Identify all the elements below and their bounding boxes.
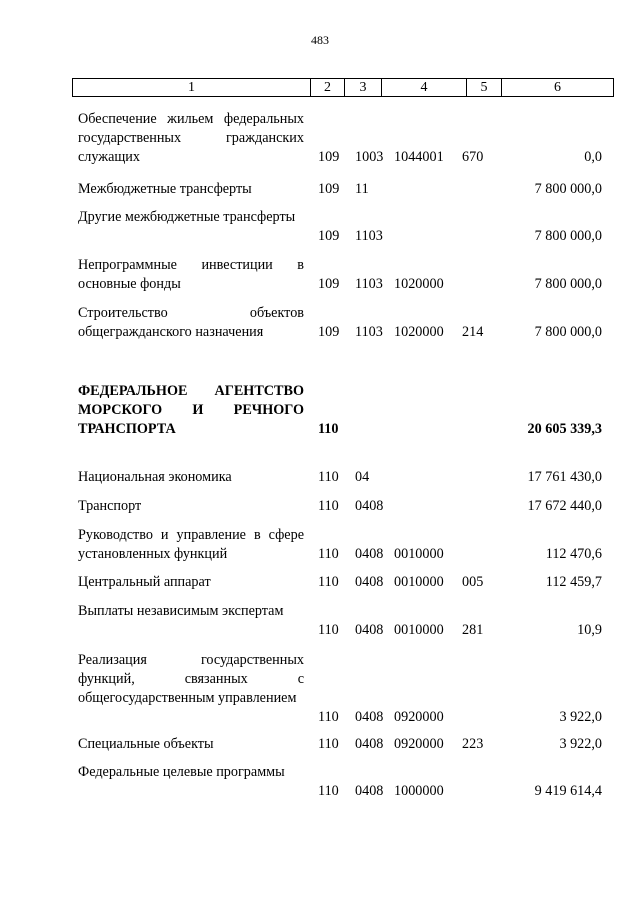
row-c2-value: 110	[318, 783, 339, 799]
row-c6-value: 0,0	[584, 149, 602, 165]
row-name: Обеспечение жильем федеральных государственных гражданских служащих	[78, 111, 304, 165]
row-c4-value: 0920000	[394, 736, 444, 752]
row-name: Специальные объекты	[78, 736, 214, 752]
row-c3-value: 0408	[355, 546, 384, 562]
row-name: Строительство объектов общегражданского назначения	[78, 305, 304, 340]
row-c2-value: 110	[318, 498, 339, 514]
row-c3-value: 1103	[355, 324, 383, 340]
row-c3-value: 04	[355, 469, 370, 485]
row-c6-value: 10,9	[577, 622, 602, 638]
row-c6-value: 20 605 339,3	[527, 421, 602, 437]
row-c3-value: 0408	[355, 574, 384, 590]
row-c6-value: 7 800 000,0	[534, 324, 602, 340]
row-c2-value: 110	[318, 546, 339, 562]
row-c4-value: 1000000	[394, 783, 444, 799]
row-name: Другие межбюджетные трансферты	[78, 209, 296, 225]
row-name: ФЕДЕРАЛЬНОЕ АГЕНТСТВО МОРСКОГО И РЕЧНОГО ТРАНСПОРТА	[78, 383, 304, 437]
row-c3-value: 0408	[355, 709, 384, 725]
row-name: Непрограммные инвестиции в основные фонды	[78, 257, 304, 292]
column-header-3: 3	[345, 79, 382, 97]
column-header-5: 5	[467, 79, 502, 97]
row-c2-value: 110	[318, 622, 339, 638]
column-header-table	[72, 78, 614, 97]
row-c6-value: 7 800 000,0	[534, 181, 602, 197]
row-name: Выплаты независимым экспертам	[78, 603, 284, 619]
row-c3-value: 1003	[355, 149, 384, 165]
row-c2-value: 110	[318, 709, 339, 725]
column-header-1: 1	[73, 79, 311, 97]
row-c6-value: 17 672 440,0	[527, 498, 602, 514]
row-c5-value: 005	[462, 574, 484, 590]
row-name: Транспорт	[78, 498, 142, 514]
row-name: Руководство и управление в сфере установленных функций	[78, 527, 304, 562]
row-c2-value: 110	[318, 736, 339, 752]
row-c2-value: 110	[318, 421, 339, 437]
row-name: Межбюджетные трансферты	[78, 181, 252, 197]
row-c6-value: 7 800 000,0	[534, 228, 602, 244]
row-c5-value: 281	[462, 622, 484, 638]
row-c4-value: 1044001	[394, 149, 444, 165]
row-c3-value: 1103	[355, 228, 383, 244]
row-c3-value: 11	[355, 181, 369, 197]
row-c2-value: 109	[318, 276, 340, 292]
row-c3-value: 0408	[355, 622, 384, 638]
row-c4-value: 0010000	[394, 622, 444, 638]
row-c6-value: 7 800 000,0	[534, 276, 602, 292]
column-header-6: 6	[502, 79, 614, 97]
row-name: Федеральные целевые программы	[78, 764, 285, 780]
row-c4-value: 1020000	[394, 276, 444, 292]
row-c6-value: 3 922,0	[559, 736, 602, 752]
row-c6-value: 17 761 430,0	[527, 469, 602, 485]
row-c3-value: 0408	[355, 736, 384, 752]
row-c3-value: 0408	[355, 783, 384, 799]
row-c6-value: 3 922,0	[559, 709, 602, 725]
page-number: 483	[311, 33, 329, 47]
row-c5-value: 670	[462, 149, 484, 165]
row-c4-value: 1020000	[394, 324, 444, 340]
row-c2-value: 110	[318, 469, 339, 485]
row-c6-value: 112 459,7	[545, 574, 602, 590]
row-c4-value: 0920000	[394, 709, 444, 725]
column-header-4: 4	[382, 79, 467, 97]
row-name: Национальная экономика	[78, 469, 232, 485]
row-c4-value: 0010000	[394, 546, 444, 562]
row-c3-value: 0408	[355, 498, 384, 514]
column-header-row	[73, 79, 614, 97]
row-c5-value: 214	[462, 324, 484, 340]
row-c2-value: 109	[318, 181, 340, 197]
row-c2-value: 109	[318, 324, 340, 340]
row-c6-value: 9 419 614,4	[534, 783, 602, 799]
column-header-2: 2	[311, 79, 345, 97]
row-c2-value: 109	[318, 228, 340, 244]
row-c5-value: 223	[462, 736, 484, 752]
row-c2-value: 110	[318, 574, 339, 590]
row-c2-value: 109	[318, 149, 340, 165]
row-c3-value: 1103	[355, 276, 383, 292]
row-name: Центральный аппарат	[78, 574, 211, 590]
row-c6-value: 112 470,6	[545, 546, 602, 562]
row-name: Реализация государственных функций, связанных с общегосударственным управлением	[78, 652, 304, 706]
row-c4-value: 0010000	[394, 574, 444, 590]
